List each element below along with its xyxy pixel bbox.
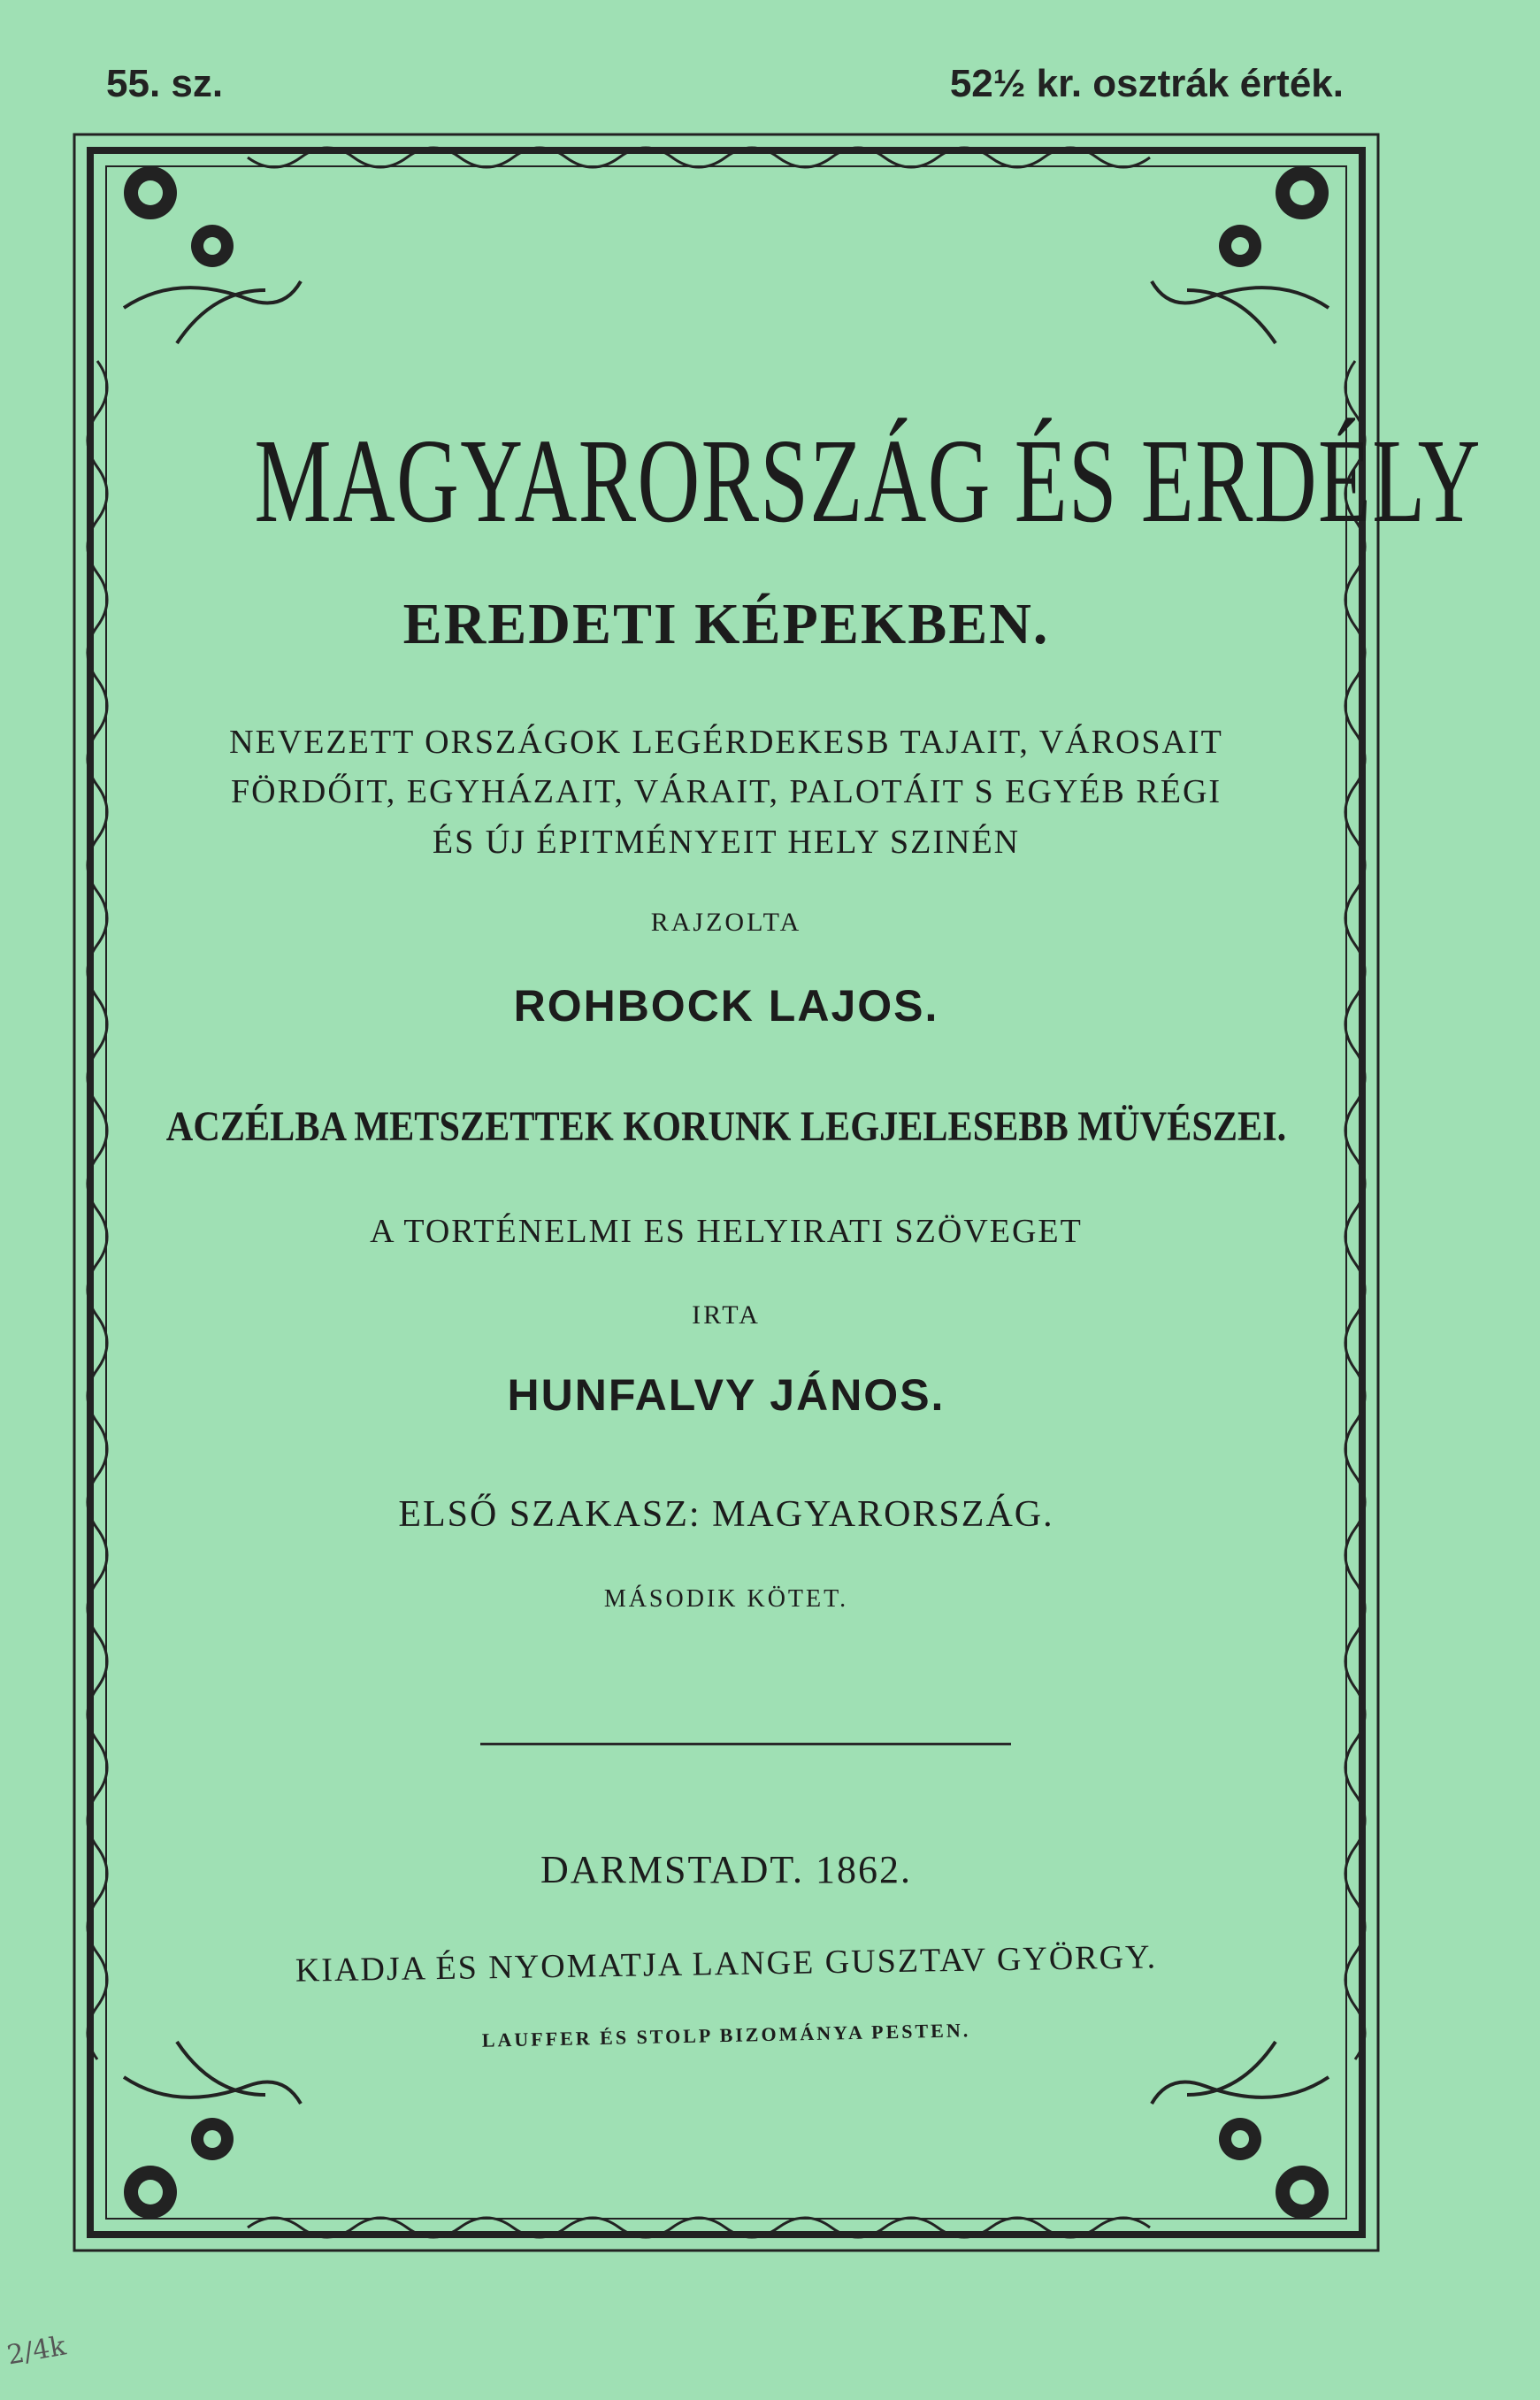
issue-number: 55. sz. bbox=[106, 62, 224, 105]
description-line-1: NEVEZETT ORSZÁGOK LEGÉRDEKESB TAJAIT, VÁROSAIT bbox=[229, 724, 1223, 761]
drawn-by-label: RAJZOLTA bbox=[650, 908, 802, 937]
description-line-2: FÖRDŐIT, EGYHÁZAIT, VÁRAIT, PALOTÁIT S EGYÉB RÉGI bbox=[230, 773, 1222, 810]
title-page bbox=[71, 131, 1482, 2254]
artist-name: ROHBOCK LAJOS. bbox=[513, 981, 939, 1031]
section-part: ELSŐ SZAKASZ: MAGYARORSZÁG. bbox=[398, 1494, 1054, 1535]
text-label: A TORTÉNELMI ES HELYIRATI SZÖVEGET bbox=[370, 1213, 1083, 1250]
author-name: HUNFALVY JÁNOS. bbox=[507, 1370, 946, 1420]
price-label: 52½ kr. osztrák érték. bbox=[949, 62, 1344, 105]
volume-label: MÁSODIK KÖTET. bbox=[603, 1585, 849, 1613]
place-year: DARMSTADT. 1862. bbox=[540, 1848, 912, 1891]
agent-line: LAUFFER ÉS STOLP BIZOMÁNYA PESTEN. bbox=[481, 2019, 971, 2051]
handwritten-margin-note: 2/4k bbox=[4, 2330, 69, 2372]
publisher-line: KIADJA ÉS NYOMATJA LANGE GUSZTAV GYÖRGY. bbox=[295, 1938, 1158, 1990]
subtitle: EREDETI KÉPEKBEN. bbox=[402, 592, 1050, 656]
main-title: MAGYARORSZÁG ÉS ERDÉLY bbox=[254, 415, 1482, 548]
description-line-3: ÉS ÚJ ÉPITMÉNYEIT HELY SZINÉN bbox=[432, 824, 1021, 861]
engravers-line: ACZÉLBA METSZETTEK KORUNK LEGJELESEBB MÜVÉSZEI. bbox=[165, 1103, 1287, 1150]
divider-rule bbox=[480, 1743, 1011, 1745]
written-by-label: IRTA bbox=[692, 1300, 761, 1330]
